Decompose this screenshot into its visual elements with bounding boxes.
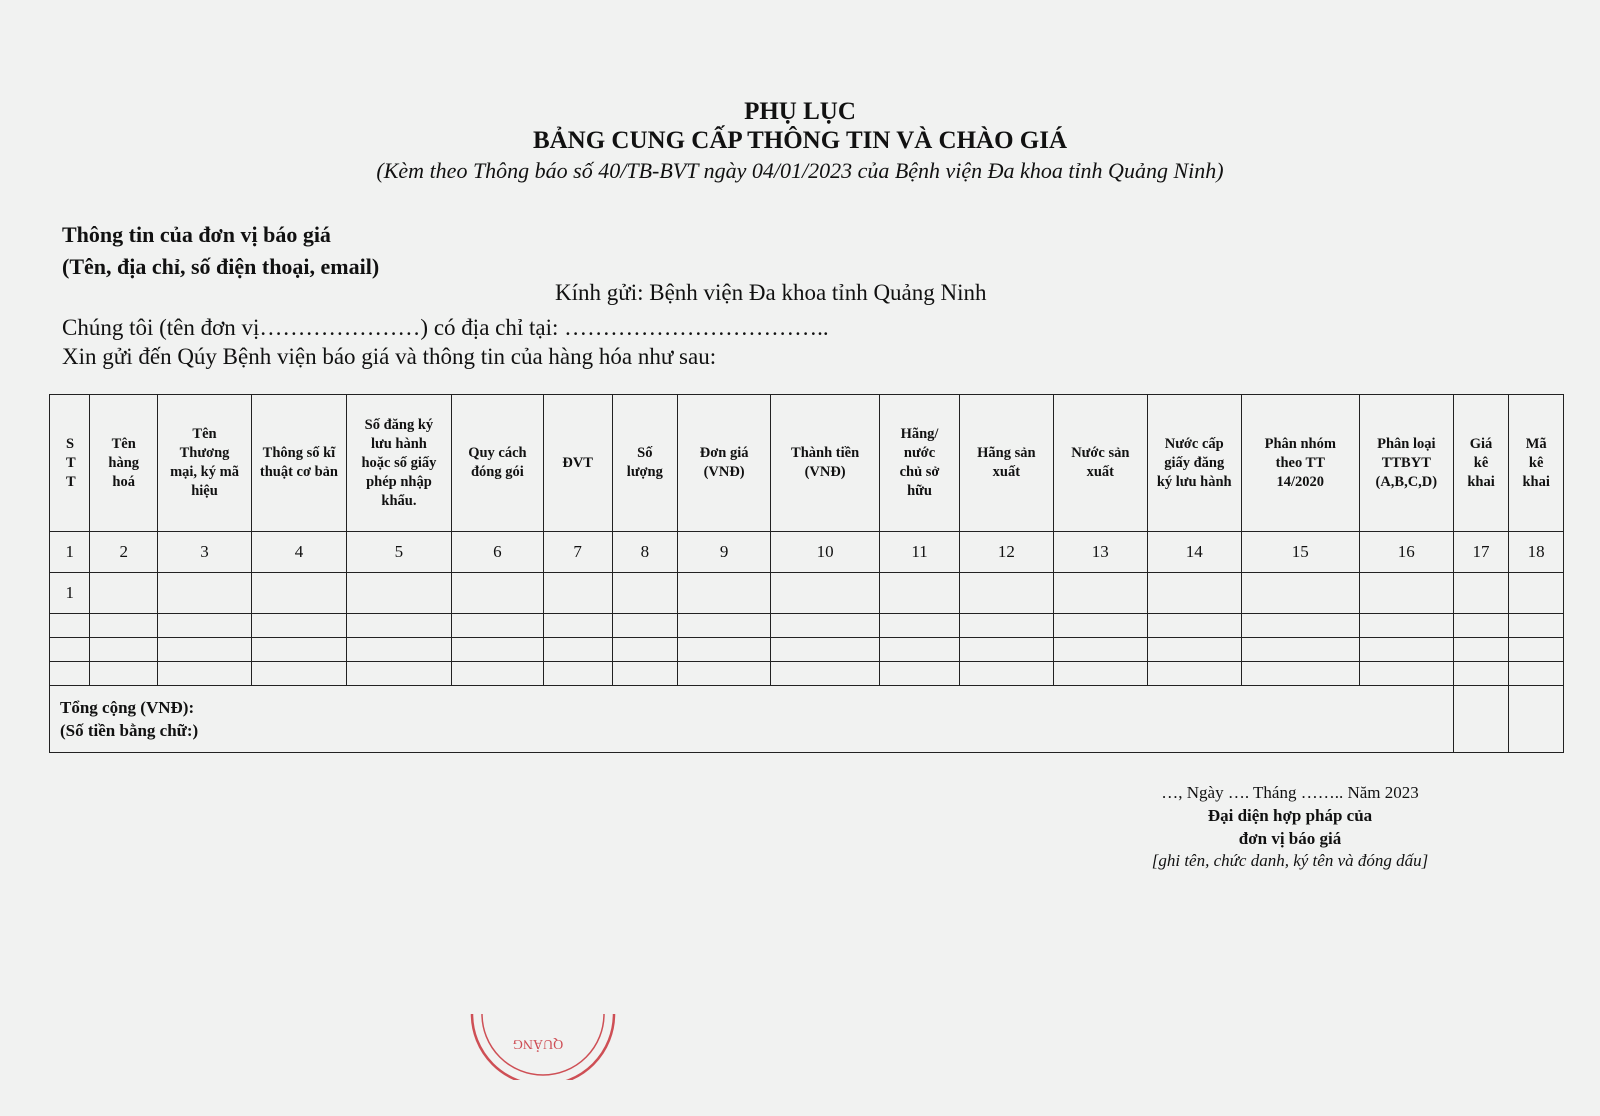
table-row (50, 614, 1564, 638)
empty-cell (543, 573, 612, 614)
empty-cell (346, 638, 451, 662)
column-number: 9 (678, 532, 771, 573)
empty-cell (158, 638, 252, 662)
header-cell: Hãng sản xuất (959, 395, 1053, 532)
empty-cell (612, 614, 678, 638)
empty-cell (1241, 573, 1359, 614)
empty-cell (346, 662, 451, 686)
empty-cell (1453, 638, 1509, 662)
empty-cell (50, 614, 90, 638)
empty-cell (543, 662, 612, 686)
header-cell: ĐVT (543, 395, 612, 532)
empty-cell (959, 614, 1053, 638)
column-number: 2 (90, 532, 158, 573)
column-number: 8 (612, 532, 678, 573)
empty-cell (612, 573, 678, 614)
header-cell: Quy cách đóng gói (451, 395, 543, 532)
empty-cell (1053, 614, 1147, 638)
empty-cell (90, 573, 158, 614)
empty-cell (771, 662, 880, 686)
table-header-row (50, 395, 1564, 532)
signature-date: …, Ngày …. Tháng …….. Năm 2023 (1161, 783, 1419, 802)
column-number: 18 (1509, 532, 1564, 573)
document-heading: BẢNG CUNG CẤP THÔNG TIN VÀ CHÀO GIÁ (532, 127, 1068, 154)
total-row (50, 686, 1564, 753)
empty-cell (1053, 573, 1147, 614)
column-number: 13 (1053, 532, 1147, 573)
empty-cell (1453, 573, 1509, 614)
empty-cell (771, 614, 880, 638)
empty-cell (158, 662, 252, 686)
empty-cell (880, 662, 960, 686)
empty-cell (1509, 614, 1564, 638)
signature-role-line2: đơn vị báo giá (1238, 829, 1342, 848)
empty-cell (959, 638, 1053, 662)
empty-cell (1241, 638, 1359, 662)
header-cell: Thông số kĩ thuật cơ bản (251, 395, 346, 532)
empty-cell (451, 573, 543, 614)
empty-cell (1359, 614, 1453, 638)
empty-cell (158, 614, 252, 638)
empty-cell (678, 662, 771, 686)
signature-block (1140, 782, 1440, 872)
empty-cell (1359, 573, 1453, 614)
empty-cell (346, 614, 451, 638)
empty-cell (1453, 614, 1509, 638)
column-number: 5 (346, 532, 451, 573)
empty-cell (1241, 662, 1359, 686)
empty-cell (251, 638, 346, 662)
empty-cell (251, 573, 346, 614)
header-cell: Mã kê khai (1509, 395, 1564, 532)
header-cell: Phân loại TTBYT (A,B,C,D) (1359, 395, 1453, 532)
table-row (50, 662, 1564, 686)
empty-cell (1509, 638, 1564, 662)
empty-cell (771, 638, 880, 662)
column-number: 3 (158, 532, 252, 573)
empty-cell (880, 573, 960, 614)
empty-cell (451, 614, 543, 638)
empty-cell (543, 638, 612, 662)
header-cell: Nước sản xuất (1053, 395, 1147, 532)
empty-cell (158, 573, 252, 614)
column-number: 6 (451, 532, 543, 573)
total-label: Tổng cộng (VNĐ): (60, 698, 195, 717)
empty-cell (451, 662, 543, 686)
empty-cell (678, 614, 771, 638)
header-cell: Số lượng (612, 395, 678, 532)
empty-cell (959, 662, 1053, 686)
empty-cell (880, 638, 960, 662)
column-number-row (50, 532, 1564, 573)
amount-in-words-label: (Số tiền bằng chữ:) (60, 721, 199, 740)
empty-cell (771, 573, 880, 614)
table-row (50, 638, 1564, 662)
empty-cell (90, 662, 158, 686)
column-number: 11 (880, 532, 960, 573)
header-cell: Hãng/ nước chủ sở hữu (880, 395, 960, 532)
empty-cell (50, 638, 90, 662)
table-row (50, 573, 1564, 614)
empty-cell (959, 573, 1053, 614)
header-cell: Phân nhóm theo TT 14/2020 (1241, 395, 1359, 532)
header-cell: S T T (50, 395, 90, 532)
svg-text:QUẢNG: QUẢNG (512, 1036, 564, 1051)
header-cell: Đơn giá (VNĐ) (678, 395, 771, 532)
empty-cell (50, 662, 90, 686)
empty-cell (251, 662, 346, 686)
column-number: 10 (771, 532, 880, 573)
header-cell: Giá kê khai (1453, 395, 1509, 532)
empty-cell (90, 638, 158, 662)
empty-cell (1053, 638, 1147, 662)
empty-cell (1147, 638, 1241, 662)
column-number: 15 (1241, 532, 1359, 573)
column-number: 17 (1453, 532, 1509, 573)
empty-cell (1053, 662, 1147, 686)
quotation-table (49, 394, 1564, 753)
empty-cell (1147, 662, 1241, 686)
empty-cell (678, 638, 771, 662)
empty-cell (612, 662, 678, 686)
recipient-line: Kính gửi: Bệnh viện Đa khoa tỉnh Quảng Ninh (555, 280, 987, 305)
empty-cell (1147, 614, 1241, 638)
empty-cell (1359, 638, 1453, 662)
total-cell (50, 686, 1454, 753)
empty-cell (251, 614, 346, 638)
red-stamp-seal (468, 1010, 618, 1080)
document-subtitle: (Kèm theo Thông báo số 40/TB-BVT ngày 04/01/2023 của Bệnh viện Đa khoa tỉnh Quảng Ninh) (376, 158, 1224, 183)
empty-cell (1241, 614, 1359, 638)
column-number: 4 (251, 532, 346, 573)
empty-cell (346, 573, 451, 614)
vendor-info-line1: Thông tin của đơn vị báo giá (62, 222, 331, 247)
intro-line-1: Chúng tôi (tên đơn vị…………………) có địa chỉ tại: …………………………….. (62, 315, 829, 340)
header-cell: Thành tiền (VNĐ) (771, 395, 880, 532)
column-number: 7 (543, 532, 612, 573)
column-number: 16 (1359, 532, 1453, 573)
empty-cell (1453, 686, 1509, 753)
intro-line-2: Xin gửi đến Qúy Bệnh viện báo giá và thông tin của hàng hóa như sau: (62, 344, 717, 369)
header-cell: Số đăng ký lưu hành hoặc số giấy phép nhập khẩu. (346, 395, 451, 532)
empty-cell (1509, 573, 1564, 614)
empty-cell (612, 638, 678, 662)
empty-cell (1147, 573, 1241, 614)
stt-cell: 1 (50, 573, 90, 614)
empty-cell (1509, 662, 1564, 686)
header-cell: Tên hàng hoá (90, 395, 158, 532)
header-cell: Nước cấp giấy đăng ký lưu hành (1147, 395, 1241, 532)
title-block (0, 98, 1600, 186)
column-number: 14 (1147, 532, 1241, 573)
signature-role-line1: Đại diện hợp pháp của (1207, 806, 1373, 825)
empty-cell (880, 614, 960, 638)
empty-cell (451, 638, 543, 662)
empty-cell (1453, 662, 1509, 686)
vendor-info-line2: (Tên, địa chỉ, số điện thoại, email) (62, 254, 380, 279)
empty-cell (1509, 686, 1564, 753)
empty-cell (1359, 662, 1453, 686)
signature-note: [ghi tên, chức danh, ký tên và đóng dấu] (1151, 851, 1429, 870)
empty-cell (543, 614, 612, 638)
vendor-info (62, 219, 379, 283)
empty-cell (90, 614, 158, 638)
header-cell: Tên Thương mại, ký mã hiệu (158, 395, 252, 532)
document-title: PHỤ LỤC (744, 98, 856, 125)
column-number: 12 (959, 532, 1053, 573)
column-number: 1 (50, 532, 90, 573)
empty-cell (678, 573, 771, 614)
